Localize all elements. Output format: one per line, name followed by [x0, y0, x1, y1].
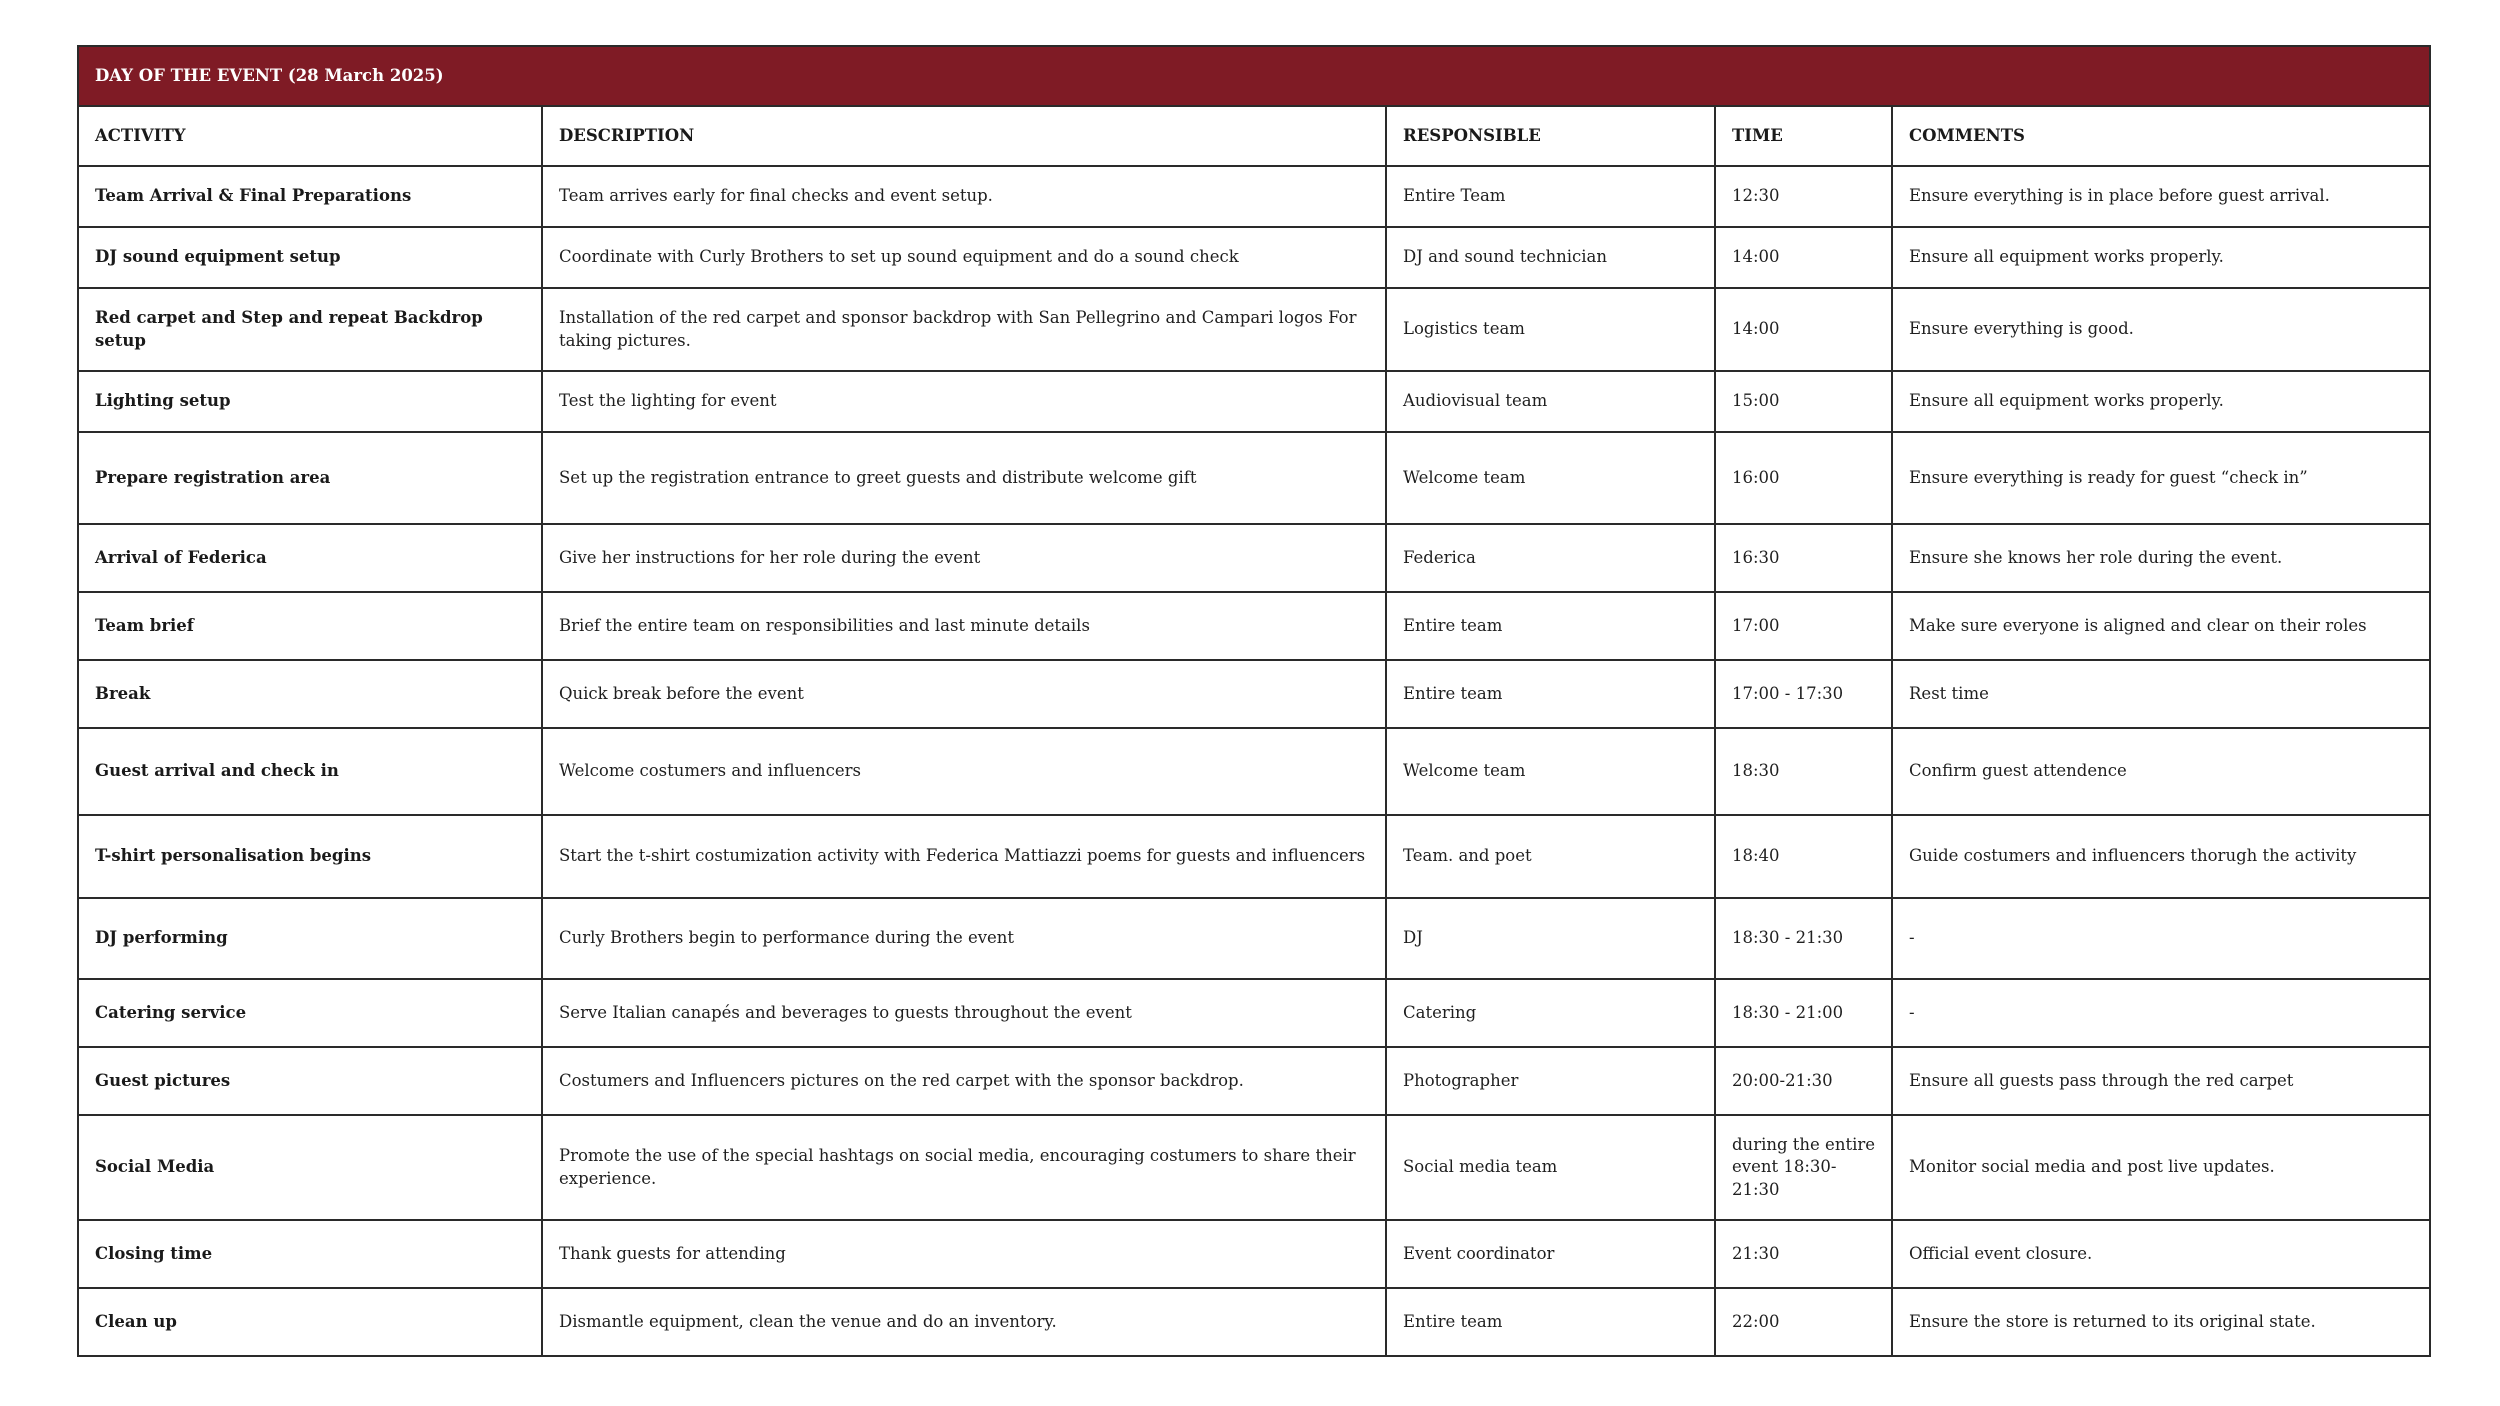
activity-cell: Team brief: [78, 592, 542, 660]
description-cell: Curly Brothers begin to performance during the event: [542, 898, 1386, 979]
table-row: [78, 592, 2430, 660]
responsible-cell: Logistics team: [1386, 288, 1715, 371]
description-cell: Dismantle equipment, clean the venue and do an inventory.: [542, 1288, 1386, 1356]
activity-cell: Lighting setup: [78, 371, 542, 432]
table-title-row: [78, 46, 2430, 106]
comments-cell: Ensure the store is returned to its original state.: [1892, 1288, 2430, 1356]
column-header-responsible: RESPONSIBLE: [1386, 106, 1715, 166]
responsible-cell: Federica: [1386, 524, 1715, 592]
time-cell: 12:30: [1715, 166, 1892, 227]
comments-cell: Ensure everything is in place before guest arrival.: [1892, 166, 2430, 227]
description-cell: Thank guests for attending: [542, 1220, 1386, 1288]
comments-cell: Ensure everything is ready for guest “check in”: [1892, 432, 2430, 524]
table-row: [78, 660, 2430, 728]
table-row: [78, 1047, 2430, 1115]
activity-cell: Arrival of Federica: [78, 524, 542, 592]
time-cell: 17:00 - 17:30: [1715, 660, 1892, 728]
comments-cell: Monitor social media and post live updates.: [1892, 1115, 2430, 1220]
description-cell: Brief the entire team on responsibilities and last minute details: [542, 592, 1386, 660]
responsible-cell: Entire team: [1386, 660, 1715, 728]
time-cell: 18:40: [1715, 815, 1892, 898]
time-cell: 16:30: [1715, 524, 1892, 592]
table-row: [78, 524, 2430, 592]
table-row: [78, 815, 2430, 898]
table-row: [78, 371, 2430, 432]
activity-cell: Social Media: [78, 1115, 542, 1220]
responsible-cell: DJ and sound technician: [1386, 227, 1715, 288]
table-row: [78, 728, 2430, 815]
responsible-cell: Entire team: [1386, 592, 1715, 660]
responsible-cell: Audiovisual team: [1386, 371, 1715, 432]
table-title: DAY OF THE EVENT (28 March 2025): [78, 46, 2430, 106]
comments-cell: -: [1892, 979, 2430, 1047]
comments-cell: Ensure all guests pass through the red carpet: [1892, 1047, 2430, 1115]
activity-cell: Prepare registration area: [78, 432, 542, 524]
table-header-row: [78, 106, 2430, 166]
time-cell: 14:00: [1715, 227, 1892, 288]
comments-cell: Ensure she knows her role during the event.: [1892, 524, 2430, 592]
responsible-cell: Social media team: [1386, 1115, 1715, 1220]
description-cell: Set up the registration entrance to greet guests and distribute welcome gift: [542, 432, 1386, 524]
activity-cell: Clean up: [78, 1288, 542, 1356]
description-cell: Team arrives early for final checks and event setup.: [542, 166, 1386, 227]
schedule-sheet: [77, 45, 2429, 1357]
table-row: [78, 1115, 2430, 1220]
time-cell: 14:00: [1715, 288, 1892, 371]
time-cell: 22:00: [1715, 1288, 1892, 1356]
column-header-description: DESCRIPTION: [542, 106, 1386, 166]
responsible-cell: Welcome team: [1386, 432, 1715, 524]
responsible-cell: Entire Team: [1386, 166, 1715, 227]
comments-cell: Official event closure.: [1892, 1220, 2430, 1288]
activity-cell: Break: [78, 660, 542, 728]
description-cell: Quick break before the event: [542, 660, 1386, 728]
activity-cell: Closing time: [78, 1220, 542, 1288]
table-row: [78, 1288, 2430, 1356]
description-cell: Installation of the red carpet and sponsor backdrop with San Pellegrino and Campari logos For taking pictures.: [542, 288, 1386, 371]
comments-cell: -: [1892, 898, 2430, 979]
table-row: [78, 227, 2430, 288]
table-row: [78, 432, 2430, 524]
table-row: [78, 1220, 2430, 1288]
time-cell: 20:00-21:30: [1715, 1047, 1892, 1115]
comments-cell: Ensure all equipment works properly.: [1892, 227, 2430, 288]
table-row: [78, 288, 2430, 371]
activity-cell: Red carpet and Step and repeat Backdrop setup: [78, 288, 542, 371]
responsible-cell: Entire team: [1386, 1288, 1715, 1356]
time-cell: 21:30: [1715, 1220, 1892, 1288]
comments-cell: Make sure everyone is aligned and clear on their roles: [1892, 592, 2430, 660]
description-cell: Coordinate with Curly Brothers to set up sound equipment and do a sound check: [542, 227, 1386, 288]
event-schedule-table: [77, 45, 2431, 1357]
activity-cell: Team Arrival & Final Preparations: [78, 166, 542, 227]
comments-cell: Ensure all equipment works properly.: [1892, 371, 2430, 432]
description-cell: Serve Italian canapés and beverages to guests throughout the event: [542, 979, 1386, 1047]
activity-cell: Guest pictures: [78, 1047, 542, 1115]
activity-cell: DJ performing: [78, 898, 542, 979]
comments-cell: Ensure everything is good.: [1892, 288, 2430, 371]
time-cell: 18:30 - 21:00: [1715, 979, 1892, 1047]
description-cell: Costumers and Influencers pictures on the red carpet with the sponsor backdrop.: [542, 1047, 1386, 1115]
time-cell: 18:30: [1715, 728, 1892, 815]
time-cell: 17:00: [1715, 592, 1892, 660]
comments-cell: Confirm guest attendence: [1892, 728, 2430, 815]
comments-cell: Guide costumers and influencers thorugh the activity: [1892, 815, 2430, 898]
responsible-cell: DJ: [1386, 898, 1715, 979]
column-header-activity: ACTIVITY: [78, 106, 542, 166]
responsible-cell: Welcome team: [1386, 728, 1715, 815]
time-cell: 18:30 - 21:30: [1715, 898, 1892, 979]
responsible-cell: Event coordinator: [1386, 1220, 1715, 1288]
column-header-time: TIME: [1715, 106, 1892, 166]
activity-cell: T-shirt personalisation begins: [78, 815, 542, 898]
description-cell: Promote the use of the special hashtags on social media, encouraging costumers to share their experience.: [542, 1115, 1386, 1220]
column-header-comments: COMMENTS: [1892, 106, 2430, 166]
activity-cell: Catering service: [78, 979, 542, 1047]
description-cell: Start the t-shirt costumization activity with Federica Mattiazzi poems for guests and influencers: [542, 815, 1386, 898]
responsible-cell: Catering: [1386, 979, 1715, 1047]
time-cell: 15:00: [1715, 371, 1892, 432]
description-cell: Test the lighting for event: [542, 371, 1386, 432]
table-row: [78, 166, 2430, 227]
description-cell: Give her instructions for her role during the event: [542, 524, 1386, 592]
time-cell: 16:00: [1715, 432, 1892, 524]
description-cell: Welcome costumers and influencers: [542, 728, 1386, 815]
responsible-cell: Team. and poet: [1386, 815, 1715, 898]
activity-cell: Guest arrival and check in: [78, 728, 542, 815]
time-cell: during the entire event 18:30-21:30: [1715, 1115, 1892, 1220]
activity-cell: DJ sound equipment setup: [78, 227, 542, 288]
table-row: [78, 898, 2430, 979]
comments-cell: Rest time: [1892, 660, 2430, 728]
responsible-cell: Photographer: [1386, 1047, 1715, 1115]
table-row: [78, 979, 2430, 1047]
